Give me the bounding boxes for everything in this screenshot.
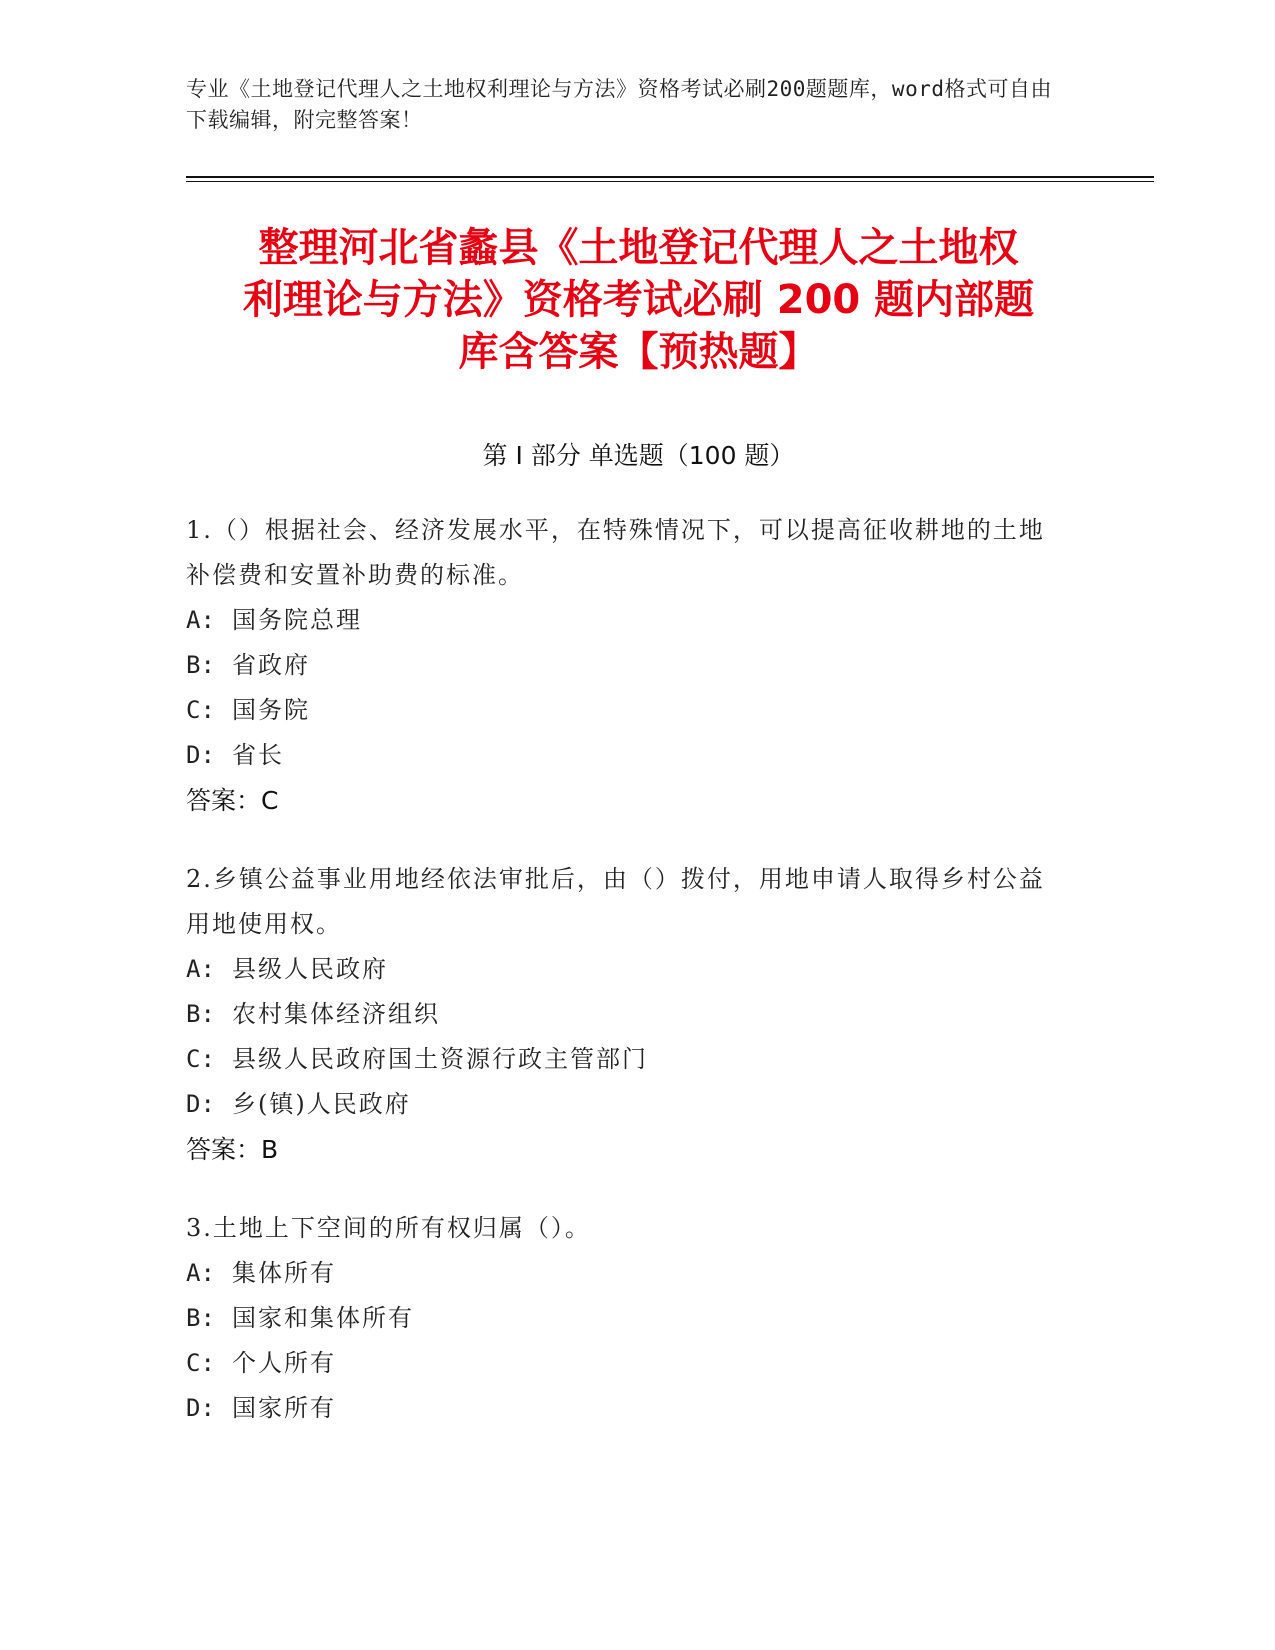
option-letter: B:: [186, 651, 215, 679]
question-stem: 2.乡镇公益事业用地经依法审批后，由（）拨付，用地申请人取得乡村公益用地使用权。: [186, 865, 1045, 938]
option-text: 县级人民政府国土资源行政主管部门: [232, 1045, 648, 1073]
option-letter: B:: [186, 1304, 215, 1332]
document-title: [186, 222, 1091, 378]
option-b: [186, 643, 1066, 688]
option-text: 国务院总理: [232, 606, 362, 634]
option-text: 乡(镇)人民政府: [232, 1090, 411, 1118]
title-line: 库含答案【预热题】: [458, 329, 819, 375]
question-item: [186, 508, 1066, 823]
option-letter: B:: [186, 1000, 215, 1028]
option-letter: D:: [186, 1090, 215, 1118]
option-text: 省长: [232, 741, 284, 769]
option-a: [186, 947, 1066, 992]
answer-line: 答案：C: [186, 786, 279, 815]
answer-line: 答案：B: [186, 1135, 279, 1164]
option-c: [186, 688, 1066, 733]
option-letter: C:: [186, 1349, 215, 1377]
section-title: 第 I 部分 单选题（100 题）: [482, 441, 795, 470]
title-line: 整理河北省蠡县《土地登记代理人之土地权: [258, 225, 1019, 271]
option-text: 个人所有: [232, 1349, 336, 1377]
option-b: [186, 992, 1066, 1037]
option-a: [186, 1251, 1066, 1296]
header-note: 专业《土地登记代理人之土地权利理论与方法》资格考试必刷200题题库，word格式可自由下载编辑，附完整答案！: [186, 77, 1052, 132]
option-letter: C:: [186, 696, 215, 724]
option-text: 国家和集体所有: [232, 1304, 414, 1332]
header-divider: [186, 176, 1154, 178]
title-line: 利理论与方法》资格考试必刷 200 题内部题: [242, 277, 1035, 323]
option-d: [186, 733, 1066, 778]
option-d: [186, 1082, 1066, 1127]
question-stem: 1.（）根据社会、经济发展水平，在特殊情况下，可以提高征收耕地的土地补偿费和安置补助费的标准。: [186, 516, 1045, 589]
option-letter: A:: [186, 1259, 215, 1287]
question-stem: 3.土地上下空间的所有权归属（）。: [186, 1214, 591, 1242]
option-text: 县级人民政府: [232, 955, 388, 983]
option-letter: D:: [186, 1394, 215, 1422]
question-item: [186, 1206, 1066, 1431]
option-d: [186, 1386, 1066, 1431]
option-a: [186, 598, 1066, 643]
option-text: 省政府: [232, 651, 310, 679]
option-letter: C:: [186, 1045, 215, 1073]
header-divider-thin: [186, 181, 1154, 182]
option-text: 集体所有: [232, 1259, 336, 1287]
option-c: [186, 1037, 1066, 1082]
option-c: [186, 1341, 1066, 1386]
option-text: 国家所有: [232, 1394, 336, 1422]
option-b: [186, 1296, 1066, 1341]
option-text: 农村集体经济组织: [232, 1000, 440, 1028]
option-letter: A:: [186, 606, 215, 634]
option-letter: A:: [186, 955, 215, 983]
option-letter: D:: [186, 741, 215, 769]
option-text: 国务院: [232, 696, 310, 724]
question-item: [186, 857, 1066, 1172]
